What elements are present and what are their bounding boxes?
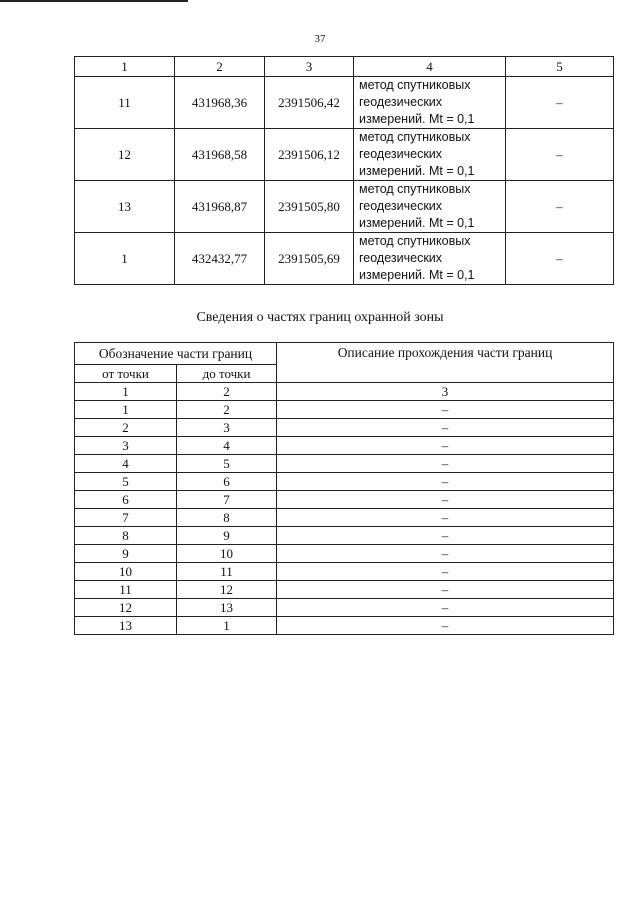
method-line: геодезических	[359, 251, 443, 265]
point-number: 11	[75, 77, 175, 129]
description-cell: –	[277, 581, 614, 599]
from-point-cell: 1	[75, 401, 177, 419]
note-cell: –	[506, 129, 614, 181]
parts-body	[75, 401, 614, 635]
method-line: измерений. Mt = 0,1	[359, 164, 475, 178]
top-rule	[0, 0, 188, 2]
note-cell: –	[506, 181, 614, 233]
table-row	[75, 181, 614, 233]
from-point-cell: 11	[75, 581, 177, 599]
coord-y: 2391506,42	[265, 77, 354, 129]
col-header: 4	[354, 57, 506, 77]
description-cell: –	[277, 527, 614, 545]
description-cell: –	[277, 491, 614, 509]
description-header: Описание прохождения части границ	[277, 343, 614, 383]
point-number: 13	[75, 181, 175, 233]
from-point-cell: 2	[75, 419, 177, 437]
from-point-cell: 8	[75, 527, 177, 545]
method-line: метод спутниковых	[359, 78, 471, 92]
to-point-cell: 7	[177, 491, 277, 509]
from-point-cell: 4	[75, 455, 177, 473]
table-row	[75, 509, 614, 527]
method-line: измерений. Mt = 0,1	[359, 268, 475, 282]
description-cell: –	[277, 401, 614, 419]
from-point-cell: 12	[75, 599, 177, 617]
table-row	[75, 437, 614, 455]
to-point-cell: 6	[177, 473, 277, 491]
table-row	[75, 617, 614, 635]
table-row	[75, 419, 614, 437]
to-point-cell: 13	[177, 599, 277, 617]
coord-y: 2391505,69	[265, 233, 354, 285]
from-point-header: от точки	[75, 365, 177, 383]
table-row	[75, 527, 614, 545]
to-point-cell: 1	[177, 617, 277, 635]
method-cell	[354, 181, 506, 233]
description-cell: –	[277, 599, 614, 617]
table-row	[75, 563, 614, 581]
method-line: метод спутниковых	[359, 182, 471, 196]
method-line: геодезических	[359, 199, 443, 213]
to-point-cell: 3	[177, 419, 277, 437]
table-row	[75, 599, 614, 617]
to-point-cell: 8	[177, 509, 277, 527]
from-point-cell: 5	[75, 473, 177, 491]
table-row	[75, 77, 614, 129]
to-point-cell: 12	[177, 581, 277, 599]
coord-y: 2391505,80	[265, 181, 354, 233]
section-title: Сведения о частях границ охранной зоны	[196, 310, 444, 325]
coordinates-header-row	[75, 57, 614, 77]
description-cell: –	[277, 419, 614, 437]
from-point-cell: 3	[75, 437, 177, 455]
parts-header-row	[75, 343, 614, 365]
method-line: метод спутниковых	[359, 234, 471, 248]
coordinates-table	[74, 56, 614, 285]
to-point-header: до точки	[177, 365, 277, 383]
boundary-parts-table	[74, 342, 614, 635]
page-number: 37	[314, 33, 326, 45]
numbering-row	[75, 383, 614, 401]
from-point-cell: 10	[75, 563, 177, 581]
description-cell: –	[277, 509, 614, 527]
method-line: измерений. Mt = 0,1	[359, 216, 475, 230]
group-header: Обозначение части границ	[75, 343, 277, 365]
description-cell: –	[277, 617, 614, 635]
table-row	[75, 581, 614, 599]
method-line: геодезических	[359, 147, 443, 161]
table-row	[75, 455, 614, 473]
description-cell: –	[277, 455, 614, 473]
from-point-cell: 6	[75, 491, 177, 509]
method-cell	[354, 129, 506, 181]
table-row	[75, 473, 614, 491]
numbering-cell: 2	[177, 383, 277, 401]
coord-y: 2391506,12	[265, 129, 354, 181]
method-cell	[354, 233, 506, 285]
description-cell: –	[277, 437, 614, 455]
col-header: 5	[506, 57, 614, 77]
coord-x: 432432,77	[175, 233, 265, 285]
to-point-cell: 9	[177, 527, 277, 545]
description-cell: –	[277, 563, 614, 581]
table-row	[75, 129, 614, 181]
table-row	[75, 545, 614, 563]
from-point-cell: 9	[75, 545, 177, 563]
table-row	[75, 491, 614, 509]
coord-x: 431968,58	[175, 129, 265, 181]
to-point-cell: 10	[177, 545, 277, 563]
col-header: 1	[75, 57, 175, 77]
table-row	[75, 401, 614, 419]
coord-x: 431968,87	[175, 181, 265, 233]
note-cell: –	[506, 233, 614, 285]
point-number: 12	[75, 129, 175, 181]
method-cell	[354, 77, 506, 129]
numbering-cell: 3	[277, 383, 614, 401]
to-point-cell: 2	[177, 401, 277, 419]
col-header: 2	[175, 57, 265, 77]
description-cell: –	[277, 545, 614, 563]
to-point-cell: 11	[177, 563, 277, 581]
note-cell: –	[506, 77, 614, 129]
method-line: геодезических	[359, 95, 443, 109]
from-point-cell: 7	[75, 509, 177, 527]
table-row	[75, 233, 614, 285]
from-point-cell: 13	[75, 617, 177, 635]
method-line: метод спутниковых	[359, 130, 471, 144]
method-line: измерений. Mt = 0,1	[359, 112, 475, 126]
to-point-cell: 4	[177, 437, 277, 455]
to-point-cell: 5	[177, 455, 277, 473]
coord-x: 431968,36	[175, 77, 265, 129]
col-header: 3	[265, 57, 354, 77]
point-number: 1	[75, 233, 175, 285]
numbering-cell: 1	[75, 383, 177, 401]
description-cell: –	[277, 473, 614, 491]
